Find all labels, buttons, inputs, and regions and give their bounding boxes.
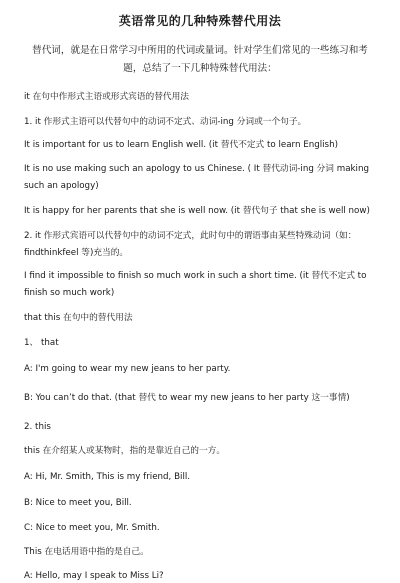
example-sentence: It is happy for her parents that she is well now. (it 替代句子 that she is well now) xyxy=(24,206,370,216)
intro-paragraph: 替代词，就是在日常学习中所用的代词或量词。针对学生们常见的一些练习和考题，总结了一下几种特殊替代用法： xyxy=(32,45,368,74)
point-1-heading: 1. it 作形式主语可以代替句中的动词不定式、动词-ing 分词或一个句子。 xyxy=(24,117,307,127)
dialog-line: C: Nice to meet you, Mr. Smith. xyxy=(24,523,160,533)
example-sentence: It is no use making such an apology to us Chinese. ( It 替代动词-ing 分词 making such an apology) xyxy=(24,164,369,191)
document-title: 英语常见的几种特殊替代用法 xyxy=(118,14,282,28)
dialog-line: A: Hi, Mr. Smith, This is my friend, Bill. xyxy=(24,472,191,482)
dialog-line: B: You can’t do that. (that 替代 to wear my new jeans to her party 这一事情) xyxy=(24,393,350,403)
subheading-that: 1、 that xyxy=(24,338,59,348)
example-sentence: I find it impossible to finish so much work in such a short time. (it 替代不定式 to finish so much work) xyxy=(24,271,367,298)
dialog-line: B: Nice to meet you, Bill. xyxy=(24,498,132,508)
section-heading-that-this: that this 在句中的替代用法 xyxy=(24,313,133,323)
explanation-line: This 在电话用语中指的是自己。 xyxy=(24,547,149,557)
explanation-line: this 在介绍某人或某物时，指的是靠近自己的一方。 xyxy=(24,446,226,456)
section-heading-it: it 在句中作形式主语或形式宾语的替代用法 xyxy=(24,92,189,102)
subheading-this: 2. this xyxy=(24,422,51,432)
point-2-heading: 2. it 作形式宾语可以代替句中的动词不定式，此时句中的谓语事由某些特殊动词（如：findthinkfeel 等)充当的。 xyxy=(24,231,357,258)
dialog-line: A: Hello, may I speak to Miss Li? xyxy=(24,571,164,581)
example-sentence: It is important for us to learn English well. (it 替代不定式 to learn English) xyxy=(24,140,338,150)
dialog-line: A: I'm going to wear my new jeans to her party. xyxy=(24,364,231,374)
